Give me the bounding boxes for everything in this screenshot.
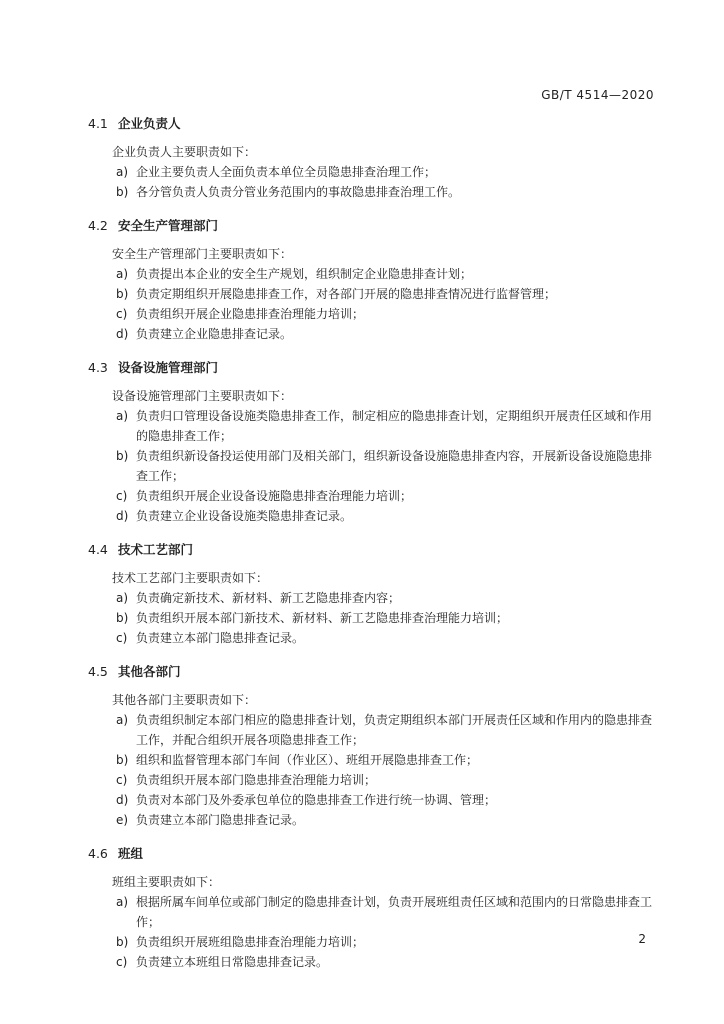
list-item-text: 负责组织开展本部门新技术、新材料、新工艺隐患排查治理能力培训； [136, 611, 509, 625]
section-number: 4.4 [88, 542, 108, 557]
list-marker: c) [116, 955, 128, 969]
list-marker: a) [116, 409, 129, 423]
list-item-text: 负责建立企业隐患排查记录。 [136, 327, 293, 341]
section-intro: 设备设施管理部门主要职责如下： [112, 389, 293, 403]
list-item [88, 182, 668, 202]
list-item [88, 264, 668, 284]
list-item-text: 负责组织制定本部门相应的隐患排查计划，负责定期组织本部门开展责任区域和作用内的隐患排查工作，并配合组织开展各项隐患排查工作； [136, 713, 653, 747]
section-title: 企业负责人 [118, 116, 181, 131]
section-intro: 安全生产管理部门主要职责如下： [112, 247, 293, 261]
section-intro: 企业负责人主要职责如下： [112, 145, 257, 159]
list-marker: a) [116, 267, 129, 281]
list-item-text: 根据所属车间单位或部门制定的隐患排查计划，负责开展班组责任区域和范围内的日常隐患排查工作； [136, 895, 653, 929]
list-item-text: 负责建立本部门隐患排查记录。 [136, 631, 305, 645]
list-marker: b) [116, 449, 129, 463]
list-item-text: 负责确定新技术、新材料、新工艺隐患排查内容； [136, 591, 401, 605]
section-number: 4.1 [88, 116, 108, 131]
section-heading [88, 358, 668, 378]
section-number: 4.3 [88, 360, 108, 375]
list-item [88, 770, 668, 790]
list-marker: e) [116, 813, 129, 827]
list-item [88, 506, 668, 526]
section-intro: 技术工艺部门主要职责如下： [112, 571, 269, 585]
list-item-text: 负责提出本企业的安全生产规划，组织制定企业隐患排查计划； [136, 267, 473, 281]
section-title: 班组 [118, 846, 144, 861]
section [88, 540, 668, 648]
list-marker: c) [116, 631, 128, 645]
section [88, 844, 668, 972]
section-intro: 其他各部门主要职责如下： [112, 693, 257, 707]
section-title: 其他各部门 [118, 664, 181, 679]
list-marker: c) [116, 773, 128, 787]
section-heading [88, 844, 668, 864]
list-item-text: 组织和监督管理本部门车间（作业区）、班组开展隐患排查工作； [136, 753, 479, 767]
list-marker: a) [116, 713, 129, 727]
list-item [88, 932, 668, 952]
section-heading [88, 216, 668, 236]
list-marker: d) [116, 327, 129, 341]
list-item [88, 446, 668, 486]
list-marker: a) [116, 895, 129, 909]
duty-list [88, 406, 668, 526]
list-item-text: 负责对本部门及外委承包单位的隐患排查工作进行统一协调、管理； [136, 793, 497, 807]
section-intro: 班组主要职责如下： [112, 875, 221, 889]
section-number: 4.6 [88, 846, 108, 861]
list-marker: b) [116, 185, 129, 199]
section [88, 662, 668, 830]
list-marker: c) [116, 307, 128, 321]
list-item [88, 304, 668, 324]
list-item [88, 750, 668, 770]
list-item-text: 企业主要负责人全面负责本单位全员隐患排查治理工作； [136, 165, 437, 179]
list-marker: b) [116, 935, 129, 949]
section [88, 358, 668, 526]
duty-list [88, 892, 668, 972]
section-heading [88, 540, 668, 560]
section-heading [88, 114, 668, 134]
list-item-text: 负责建立本部门隐患排查记录。 [136, 813, 305, 827]
list-item [88, 406, 668, 446]
list-item [88, 628, 668, 648]
section [88, 114, 668, 202]
list-item [88, 810, 668, 830]
duty-list [88, 162, 668, 202]
section-number: 4.5 [88, 664, 108, 679]
section-title: 安全生产管理部门 [118, 218, 219, 233]
list-item [88, 710, 668, 750]
list-item-text: 负责组织开展班组隐患排查治理能力培训； [136, 935, 365, 949]
list-item-text: 负责建立本班组日常隐患排查记录。 [136, 955, 329, 969]
list-item-text: 负责组织开展本部门隐患排查治理能力培训； [136, 773, 377, 787]
list-item [88, 324, 668, 344]
list-item-text: 负责组织开展企业设备设施隐患排查治理能力培训； [136, 489, 413, 503]
list-item [88, 284, 668, 304]
list-marker: a) [116, 165, 129, 179]
list-item-text: 负责定期组织开展隐患排查工作，对各部门开展的隐患排查情况进行监督管理； [136, 287, 557, 301]
section-title: 技术工艺部门 [118, 542, 194, 557]
list-item-text: 负责组织新设备投运使用部门及相关部门，组织新设备设施隐患排查内容，开展新设备设施隐患排查工作； [136, 449, 653, 483]
list-marker: b) [116, 287, 129, 301]
list-item-text: 负责建立企业设备设施类隐患排查记录。 [136, 509, 353, 523]
list-item [88, 892, 668, 932]
section-number: 4.2 [88, 218, 108, 233]
list-item-text: 负责组织开展企业隐患排查治理能力培训； [136, 307, 365, 321]
list-marker: d) [116, 509, 129, 523]
document-body [88, 114, 668, 972]
list-marker: d) [116, 793, 129, 807]
standard-header: GB/T 4514—2020 [541, 88, 654, 102]
list-item-text: 负责归口管理设备设施类隐患排查工作，制定相应的隐患排查计划，定期组织开展责任区域和作用的隐患排查工作； [136, 409, 653, 443]
list-item [88, 790, 668, 810]
section [88, 216, 668, 344]
list-item-text: 各分管负责人负责分管业务范围内的事故隐患排查治理工作。 [136, 185, 461, 199]
section-title: 设备设施管理部门 [118, 360, 219, 375]
list-item [88, 162, 668, 182]
duty-list [88, 588, 668, 648]
section-heading [88, 662, 668, 682]
duty-list [88, 264, 668, 344]
list-item [88, 608, 668, 628]
list-marker: b) [116, 611, 129, 625]
duty-list [88, 710, 668, 830]
list-marker: a) [116, 591, 129, 605]
list-item [88, 588, 668, 608]
list-marker: b) [116, 753, 129, 767]
list-item [88, 486, 668, 506]
list-marker: c) [116, 489, 128, 503]
page-number: 2 [638, 932, 646, 946]
list-item [88, 952, 668, 972]
